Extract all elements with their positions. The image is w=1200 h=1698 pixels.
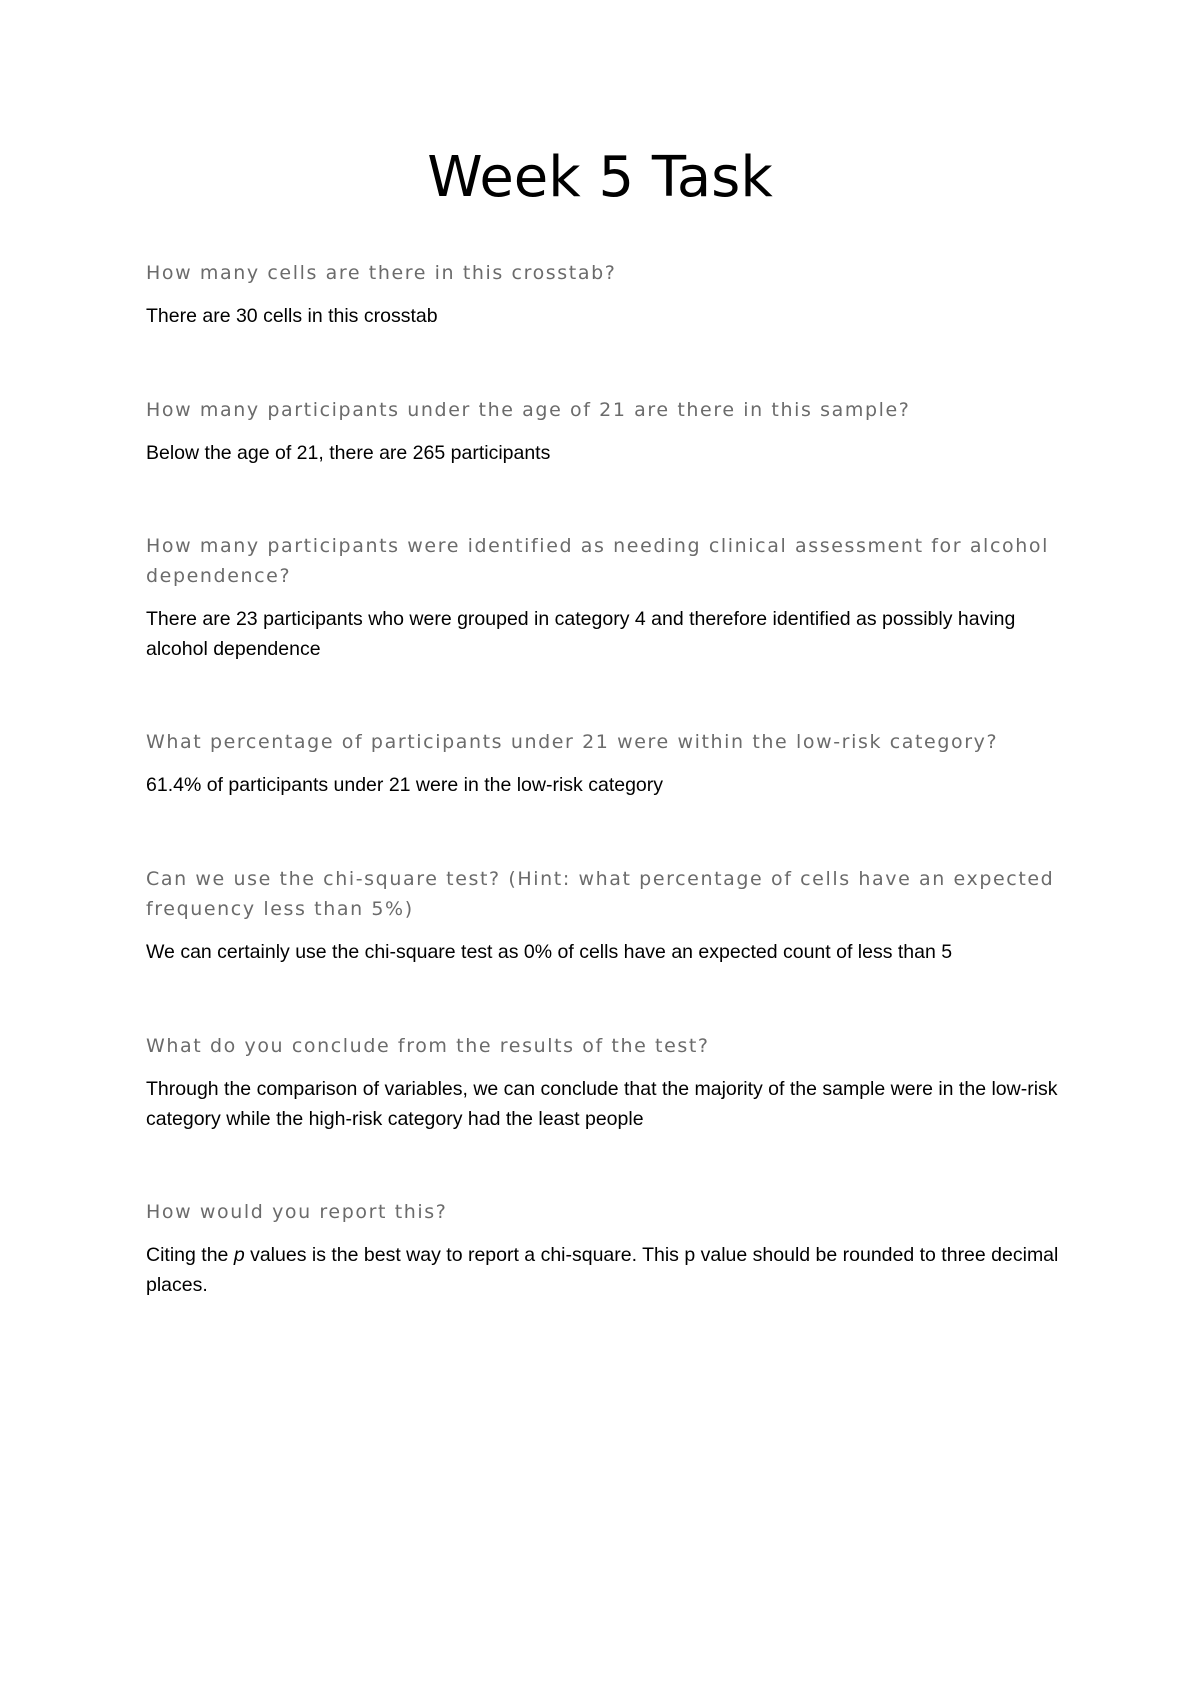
question-6: What do you conclude from the results of the test? — [146, 1035, 710, 1057]
question-1: How many cells are there in this crosstab? — [146, 262, 617, 284]
qa-block-2 — [146, 395, 1066, 468]
question-5: Can we use the chi-square test? (Hint: what percentage of cells have an expected frequency less than 5%) — [146, 868, 1055, 920]
question-4: What percentage of participants under 21 were within the low-risk category? — [146, 731, 999, 753]
question-7: How would you report this? — [146, 1201, 448, 1223]
answer-1: There are 30 cells in this crosstab — [146, 305, 438, 327]
answer-6: Through the comparison of variables, we can conclude that the majority of the sample were in the low-risk category while the high-risk category had the least people — [146, 1078, 1058, 1130]
question-3: How many participants were identified as needing clinical assessment for alcohol dependence? — [146, 535, 1049, 587]
qa-block-1 — [146, 258, 1066, 331]
qa-block-7 — [146, 1197, 1066, 1300]
answer-2: Below the age of 21, there are 265 participants — [146, 442, 551, 464]
qa-block-4 — [146, 727, 1066, 800]
answer-7-suffix: values is the best way to report a chi-square. This p value should be rounded to three decimal places. — [146, 1244, 1059, 1296]
answer-7 — [146, 1240, 1066, 1300]
qa-block-5 — [146, 864, 1066, 967]
answer-5: We can certainly use the chi-square test as 0% of cells have an expected count of less than 5 — [146, 941, 953, 963]
answer-7-prefix: Citing the — [146, 1244, 234, 1266]
answer-7-italic-p: p — [233, 1244, 245, 1266]
answer-3: There are 23 participants who were grouped in category 4 and therefore identified as possibly having alcohol dependence — [146, 608, 1016, 660]
document-title: Week 5 Task — [427, 145, 773, 210]
answer-4: 61.4% of participants under 21 were in the low-risk category — [146, 774, 664, 796]
qa-block-6 — [146, 1031, 1066, 1134]
question-2: How many participants under the age of 21 are there in this sample? — [146, 399, 911, 421]
qa-block-3 — [146, 531, 1066, 664]
